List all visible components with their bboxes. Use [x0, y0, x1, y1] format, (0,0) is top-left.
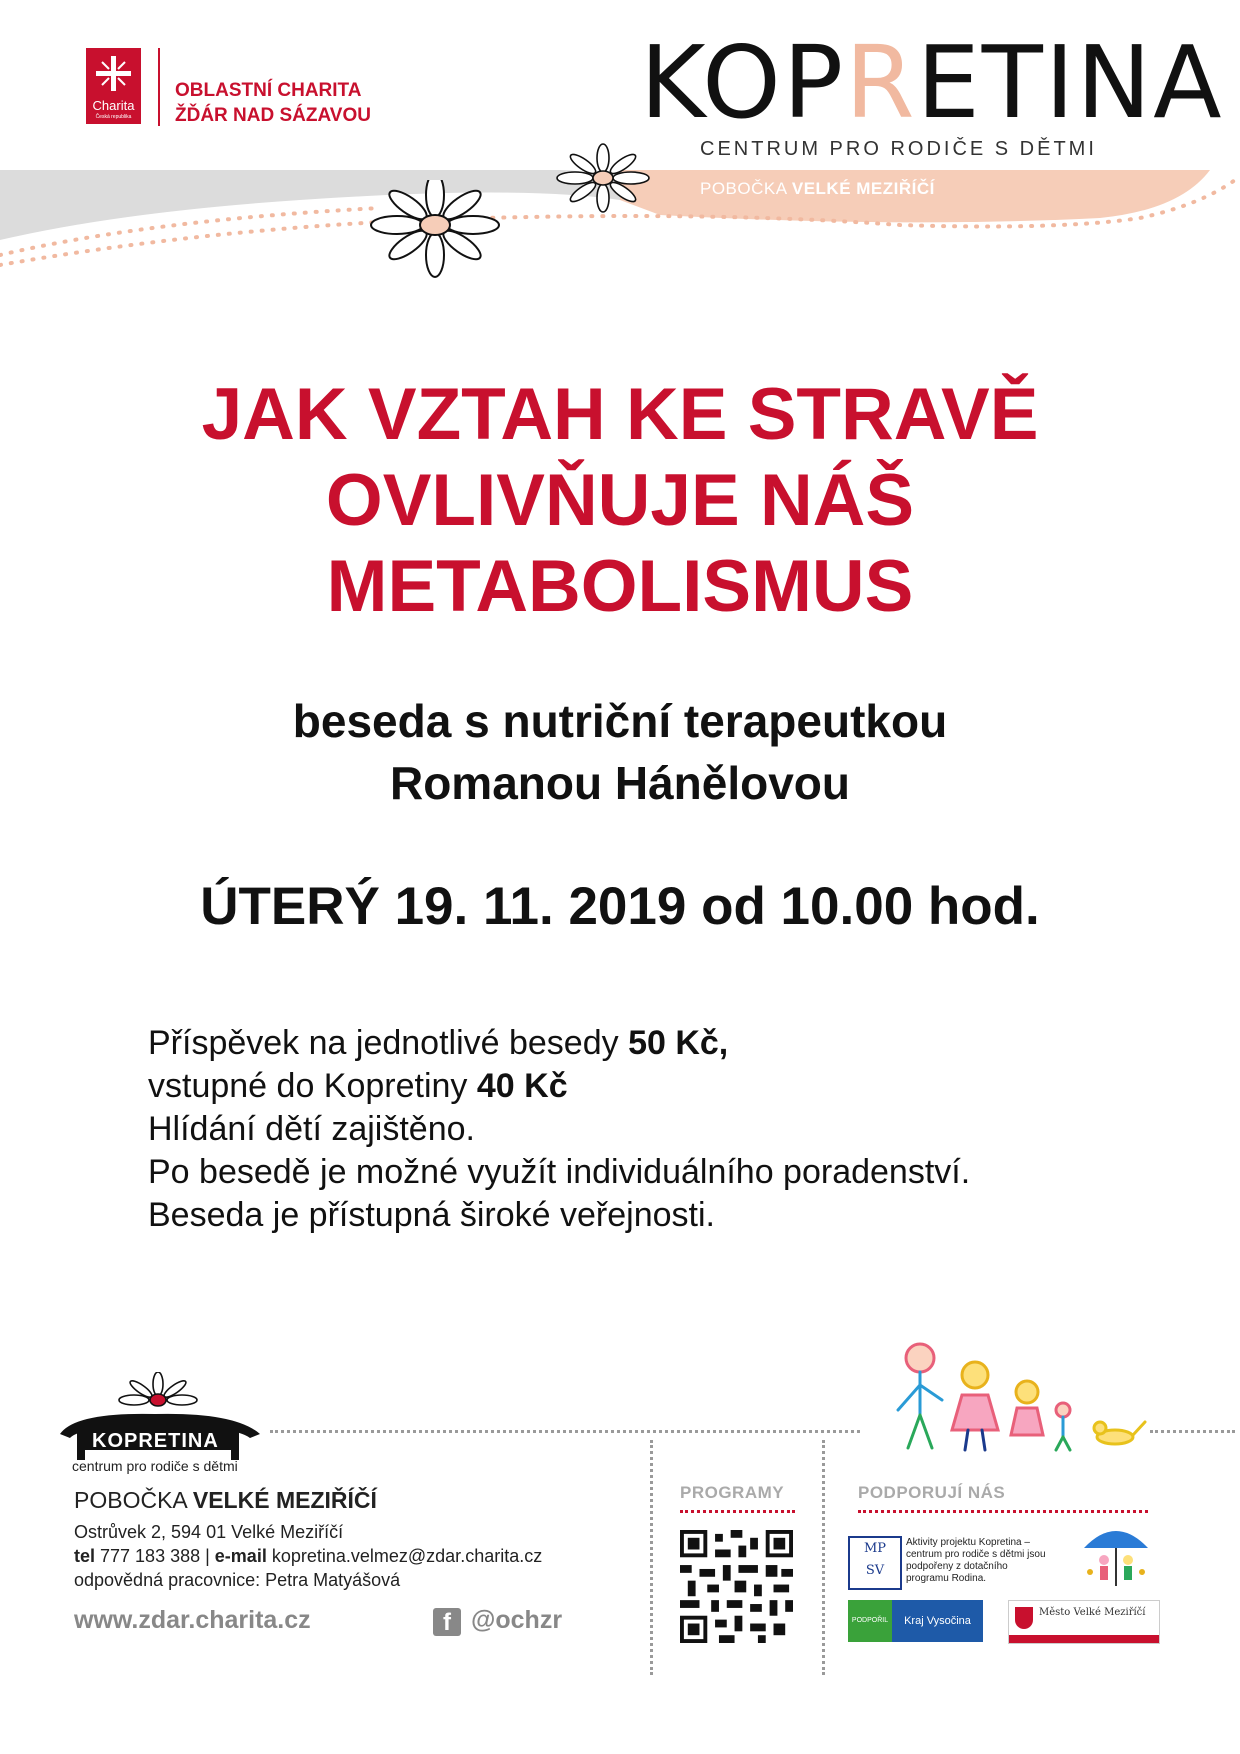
- mpsv-logo: [848, 1536, 902, 1590]
- event-headline: [0, 372, 1240, 630]
- city-shield-icon: [1015, 1607, 1033, 1629]
- footer-phone-email: [74, 1544, 542, 1568]
- footer-contact: [74, 1520, 542, 1592]
- footer-address: Ostrůvek 2, 594 01 Velké Meziříčí: [74, 1522, 344, 1542]
- info-entry-text: vstupné do Kopretiny: [148, 1067, 477, 1105]
- footer-divider-2: [822, 1440, 825, 1675]
- qr-code-icon[interactable]: [680, 1530, 793, 1643]
- charita-logo-word: Charita: [92, 98, 135, 113]
- podporuji-underline: [858, 1510, 1148, 1513]
- info-fee-amount: 50 Kč,: [628, 1024, 729, 1062]
- charita-logo: [86, 48, 141, 124]
- email-address[interactable]: kopretina.velmez@zdar.charita.cz: [266, 1546, 543, 1566]
- info-line-3: Hlídání dětí zajištěno.: [148, 1110, 475, 1148]
- daisy-large-icon: [355, 180, 515, 290]
- tel-label: tel: [74, 1546, 96, 1566]
- daisy-small-icon: [548, 143, 658, 218]
- footer-divider-1: [650, 1440, 653, 1675]
- mesto-velke-mezirici-logo: [1008, 1600, 1160, 1644]
- headline-line-2: OVLIVŇUJE NÁŠ: [325, 460, 915, 541]
- kopretina-title-accent: R: [845, 24, 917, 141]
- footer-responsible: odpovědná pracovnice: Petra Matyášová: [74, 1570, 401, 1590]
- footer-pobocka-prefix: POBOČKA: [74, 1487, 193, 1513]
- kopretina-subtitle: CENTRUM PRO RODIČE S DĚTMI: [700, 138, 1097, 160]
- kraj-vysocina-logo: [848, 1600, 983, 1642]
- vysocina-right: Kraj Vysočina: [892, 1600, 983, 1642]
- header-divider: [158, 48, 160, 126]
- footer-facebook-handle[interactable]: @ochzr: [471, 1606, 563, 1634]
- footer-dotted-rule-right: [1150, 1430, 1235, 1433]
- ribbon-pobocka-prefix: POBOČKA: [700, 179, 792, 198]
- mpsv-logo-line2: SV: [865, 1563, 885, 1578]
- charita-cross-icon: [96, 56, 131, 91]
- email-label: e-mail: [214, 1546, 267, 1566]
- subheading-line-2: Romanou Hánělovou: [389, 757, 851, 809]
- event-subheading: [0, 690, 1240, 814]
- info-line-4: Po besedě je možné využít individuálního poradenství.: [148, 1153, 971, 1191]
- vysocina-left: PODPOŘIL: [848, 1600, 892, 1642]
- kopretina-title-post: ETINA: [916, 24, 1224, 141]
- footer-pobocka-name: VELKÉ MEZIŘÍČÍ: [192, 1487, 377, 1513]
- info-entry-amount: 40 Kč: [476, 1067, 568, 1105]
- headline-line-1: JAK VZTAH KE STRAVĚ: [201, 374, 1039, 455]
- headline-line-3: METABOLISMUS: [326, 546, 914, 627]
- podporuji-label: PODPORUJÍ NÁS: [858, 1483, 1006, 1502]
- footer-dotted-rule: [270, 1430, 860, 1433]
- charita-name-line2: ŽĎÁR NAD SÁZAVOU: [175, 105, 371, 126]
- ribbon-pobocka-name: VELKÉ MEZIŘÍČÍ: [791, 179, 935, 198]
- subheading-line-1: beseda s nutriční terapeutkou: [292, 695, 948, 747]
- info-line-5: Beseda je přístupná široké veřejnosti.: [148, 1196, 715, 1234]
- family-umbrella-icon: [1080, 1518, 1152, 1590]
- mpsv-logo-line1: MP: [863, 1541, 887, 1556]
- info-fee-text: Příspěvek na jednotlivé besedy: [148, 1024, 629, 1062]
- footer-website-link[interactable]: www.zdar.charita.cz: [74, 1606, 311, 1634]
- footer-logo-tagline: centrum pro rodiče s dětmi: [72, 1458, 238, 1474]
- event-info: [148, 1022, 970, 1237]
- event-date: ÚTERÝ 19. 11. 2019 od 10.00 hod.: [200, 877, 1040, 936]
- mpsv-support-text: Aktivity projektu Kopretina – centrum pro rodiče s dětmi jsou podpořeny z dotačního programu Rodina.: [906, 1537, 1046, 1584]
- children-drawing-icon: [880, 1340, 1150, 1455]
- info-line-1: [148, 1022, 970, 1065]
- footer-pobocka: [74, 1487, 377, 1514]
- charita-name-line1: OBLASTNÍ CHARITA: [175, 80, 362, 101]
- kopretina-logo-title: [640, 24, 1224, 141]
- charita-logo-sub: Česká republika: [95, 114, 132, 120]
- charita-name: [175, 78, 371, 128]
- mesto-bar: [1009, 1635, 1159, 1643]
- footer-logo-text: KOPRETINA: [92, 1430, 219, 1452]
- programy-underline: [680, 1510, 795, 1513]
- mesto-name: Město Velké Meziříčí: [1039, 1607, 1146, 1618]
- ribbon-pobocka: [700, 179, 935, 199]
- facebook-icon[interactable]: f: [433, 1608, 461, 1636]
- kopretina-title-pre: KOP: [640, 24, 846, 141]
- tel-number: 777 183 388 |: [95, 1546, 215, 1566]
- programy-label: PROGRAMY: [680, 1483, 785, 1502]
- info-line-2: [148, 1065, 970, 1108]
